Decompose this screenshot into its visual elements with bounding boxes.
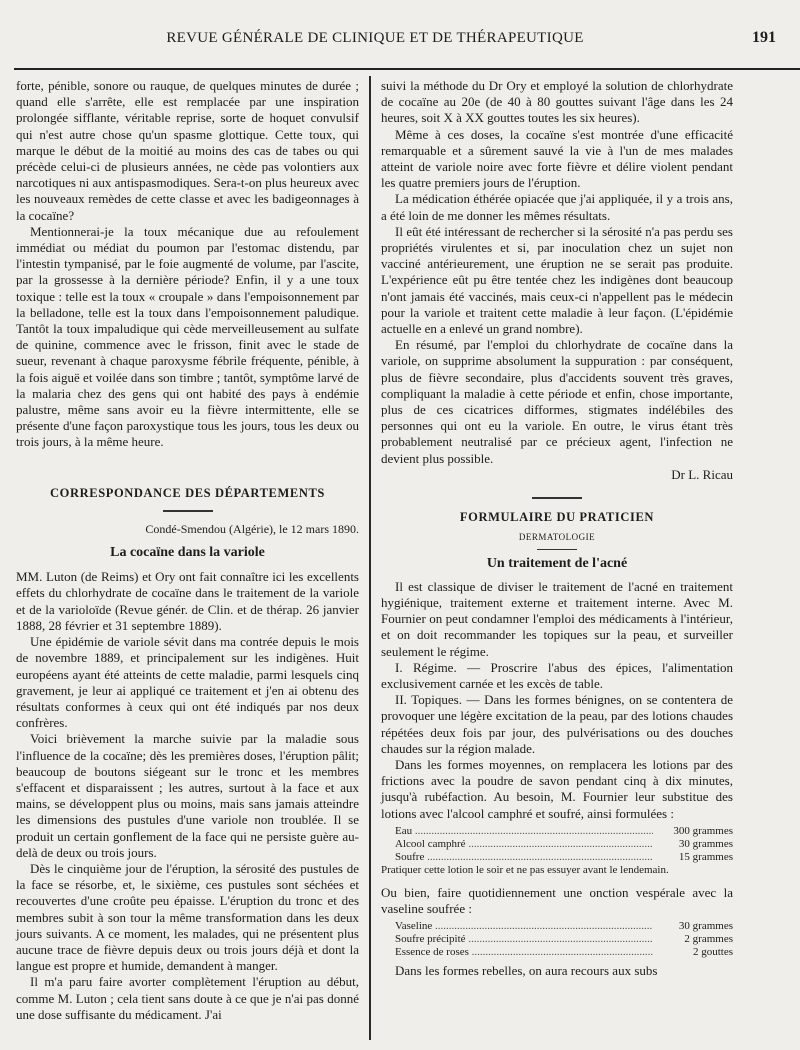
paragraph: Dans les formes rebelles, on aura recours aux subs <box>395 963 658 979</box>
quantity: 2 gouttes <box>692 946 733 959</box>
paragraph: I. Régime. — Proscrire l'abus des épices, l'alimentation exclusivement carnée et les excès de table. <box>381 659 733 691</box>
paragraph: Il m'a paru faire avorter complètement l'éruption au début, comme M. Luton ; cela tient sans doute à ce que je n'ai pas donné une dose suffisante du médicament. J'ai <box>16 974 359 1022</box>
paragraph: Il est classique de diviser le traitement de l'acné en traitement hygiénique, traitement externe et traitement interne. Avec M. Fournier on peut condamner l'emploi des médicaments à l'intérieur, et on doit recommander les topiques sur la peau, et surveiller seulement le régime. <box>381 578 733 659</box>
paragraph: Même à ces doses, la cocaïne s'est montrée d'une efficacité remarquable et a sûrement sauvé la vie à l'un de mes malades atteint de variole noire avec forte fièvre et délire violent pendant les quatre premiers jours de l'éruption. <box>381 126 733 191</box>
paragraph: II. Topiques. — Dans les formes bénignes, on se contentera de provoquer une légère excitation de la peau, par des lotions chaudes répétées deux fois par jour, des pulvérisations ou des douches chaudes sur la région malade. <box>381 692 733 756</box>
quantity: 300 grammes <box>673 824 733 837</box>
left-column <box>16 78 359 1023</box>
formula-note: Pratiquer cette lotion le soir et ne pas essuyer avant le lendemain. <box>381 863 669 876</box>
quantity: 30 grammes <box>678 920 733 933</box>
page-header <box>0 28 800 54</box>
running-title: REVUE GÉNÉRALE DE CLINIQUE ET DE THÉRAPEUTIQUE <box>166 30 584 46</box>
ingredient: Soufre ..... <box>381 851 653 864</box>
paragraph: forte, pénible, sonore ou rauque, de quelques minutes de durée ; quand elle s'arrête, elle est remplacée par une inspiration prolongée sifflante, véritable reprise, sorte de hoquet convulsif qui n'est autre chose qu'un spasme glottique. Cette toux, qui marque le début de la moitié au moins des cas de tabes ou qui précède celui-ci de plusieurs années, ne cède pas volontiers aux narcotiques ni aux antispasmodiques. Sera-t-on plus heureux avec les nouveaux remèdes de cette classe et avec les badigeonnages à la cocaïne? <box>16 78 359 223</box>
signature: Dr L. Ricau <box>671 466 733 482</box>
rubric-dermatologie: DERMATOLOGIE <box>518 532 596 543</box>
ingredient: Vaseline ..... <box>381 920 653 933</box>
paragraph: La médication éthérée opiacée que j'ai appliquée, il y a trois ans, a été loin de me donner les mêmes résultats. <box>381 191 733 223</box>
ingredient: Soufre précipité ..... <box>381 933 653 946</box>
formula-line <box>381 838 733 851</box>
section-title-formulaire: FORMULAIRE DU PRATICIEN <box>459 510 655 525</box>
ingredient: Essence de roses ..... <box>381 946 653 959</box>
paragraph: Dans les formes moyennes, on remplacera les lotions par des frictions avec la poudre de savon pendant cinq à dix minutes, jusqu'à rubéfaction. Au besoin, M. Fournier leur substitue des lotions avec l'alcool camphré et soufré, ainsi formulées : <box>381 756 733 821</box>
formula-line <box>381 825 733 838</box>
paragraph: En résumé, par l'emploi du chlorhydrate de cocaïne dans la variole, on supprime absolument la suppuration : par conséquent, plus de fièvre secondaire, plus d'accidents souvent très graves, compliquant la maladie à cette période et enfin, chose importante, plus de ces cicatrices difformes, stigmates indélébiles des personnes qui ont eu la variole. En outre, le virus étant très probablement neutralisé par ce précieux agent, l'infection ne devient plus possible. <box>381 337 733 466</box>
formula-line <box>381 933 733 946</box>
formula-line <box>381 851 733 864</box>
right-column <box>381 78 733 979</box>
section-title-correspondance: CORRESPONDANCE DES DÉPARTEMENTS <box>50 485 325 500</box>
quantity: 15 grammes <box>678 850 733 863</box>
formula-line <box>381 946 733 959</box>
header-rule <box>14 68 800 70</box>
ingredient: Alcool camphré ..... <box>381 838 653 851</box>
dateline: Condé-Smendou (Algérie), le 12 mars 1890. <box>145 521 359 536</box>
paragraph: Une épidémie de variole sévit dans ma contrée depuis le mois de novembre 1889, et principalement sur les indigènes. Huit européens ayant été atteints de cette maladie, parmi lesquels cinq gravement, je leur ai appliqué ce traitement et j'en ai obtenu des résultats conformes à ceux qui ont été indiqués par nos deux confrères. <box>16 634 359 731</box>
formula-vaseline <box>381 920 733 959</box>
quantity: 30 grammes <box>678 837 733 850</box>
paragraph: Il eût été intéressant de rechercher si la sérosité n'a pas perdu ses propriétés virulentes et si, par inoculation chez un sujet non vacciné antérieurement, une éruption ne se serait pas produite. L'expérience eût pu être tentée chez les indigènes dont beaucoup n'ont jamais été vaccinés, mais ceux-ci n'appellent pas le médecin pour la variole et traitent cette maladie à leur façon. (L'épidémie actuelle en a enlevé un grand nombre). <box>381 223 733 337</box>
paragraph: Ou bien, faire quotidiennement une onction vespérale avec la vaseline soufrée : <box>381 884 733 916</box>
formula-lotion <box>381 825 733 864</box>
page-number: 191 <box>752 29 776 46</box>
quantity: 2 grammes <box>684 933 733 946</box>
article-title-cocaine: La cocaïne dans la variole <box>110 545 265 561</box>
column-rule <box>369 76 371 1040</box>
paragraph: MM. Luton (de Reims) et Ory ont fait connaître ici les excellents effets du chlorhydrate de cocaïne dans le traitement de la variole et de la varioloïde (Revue génér. de Clin. et de thérap. 26 janvier 1888, 28 février et 31 septembre 1889). <box>16 569 359 633</box>
paragraph: suivi la méthode du Dr Ory et employé la solution de chlorhydrate de cocaïne au 20e (de 40 à 80 gouttes suivant l'âge dans les 24 heures, soit X à XX gouttes toutes les six heures). <box>381 78 733 126</box>
article-title-acne: Un traitement de l'acné <box>486 556 628 572</box>
paragraph: Mentionnerai-je la toux mécanique due au refoulement immédiat ou médiat du poumon par l'estomac distendu, par l'intestin tympanisé, par le foie augmenté de volume, par l'ascite, par la grossesse à la dernière période? Enfin, il y a une toux toxique : telle est la toux « croupale » dans l'empoisonnement par la belladone, telle est la toux dans l'empoisonnement paludique. Tantôt la toux impaludique qui cède merveilleusement au sulfate de quinine, commence avec le frisson, finit avec le stade de sueur, revenant à chaque paroxysme fébrile fréquente, pénible, à la fois aiguë et voilée dans son timbre ; tantôt, symptôme larvé de la malaria chez des gens qui ont habité des pays à endémie palustre, même sans avoir eu la fièvre intermittente, elle se présente d'une façon paroxystique tous les jours, tous les deux ou trois jours, à la même heure. <box>16 223 359 450</box>
formula-line <box>381 920 733 933</box>
paragraph: Dès le cinquième jour de l'éruption, la sérosité des pustules de la face se résorbe, et, le sixième, ces pustules sont séchées et recouvertes d'une croûte peu épaisse. L'éruption du tronc et des membres subit à son tour la même transformation dans les deux jours suivants. A ce moment, les malades, qui ne présentent plus aucune trace de fièvre depuis deux ou trois jours déjà et dont la langue est propre et humide, demandent à manger. <box>16 860 359 974</box>
ingredient: Eau ..... <box>381 825 653 838</box>
paragraph: Voici brièvement la marche suivie par la maladie sous l'influence de la cocaïne; dès les premières doses, l'éruption pâlit; beaucoup de boutons siégeant sur le tronc et les membres s'effacent et disparaissent ; les autres, surtout à la face et aux mains, se développent plus ou moins, mais sans jamais atteindre les dimensions des pustules d'une variole non troublée. Il se produit un certain gonflement de la face qui ne persiste guère au-delà de deux ou trois jours. <box>16 731 359 860</box>
